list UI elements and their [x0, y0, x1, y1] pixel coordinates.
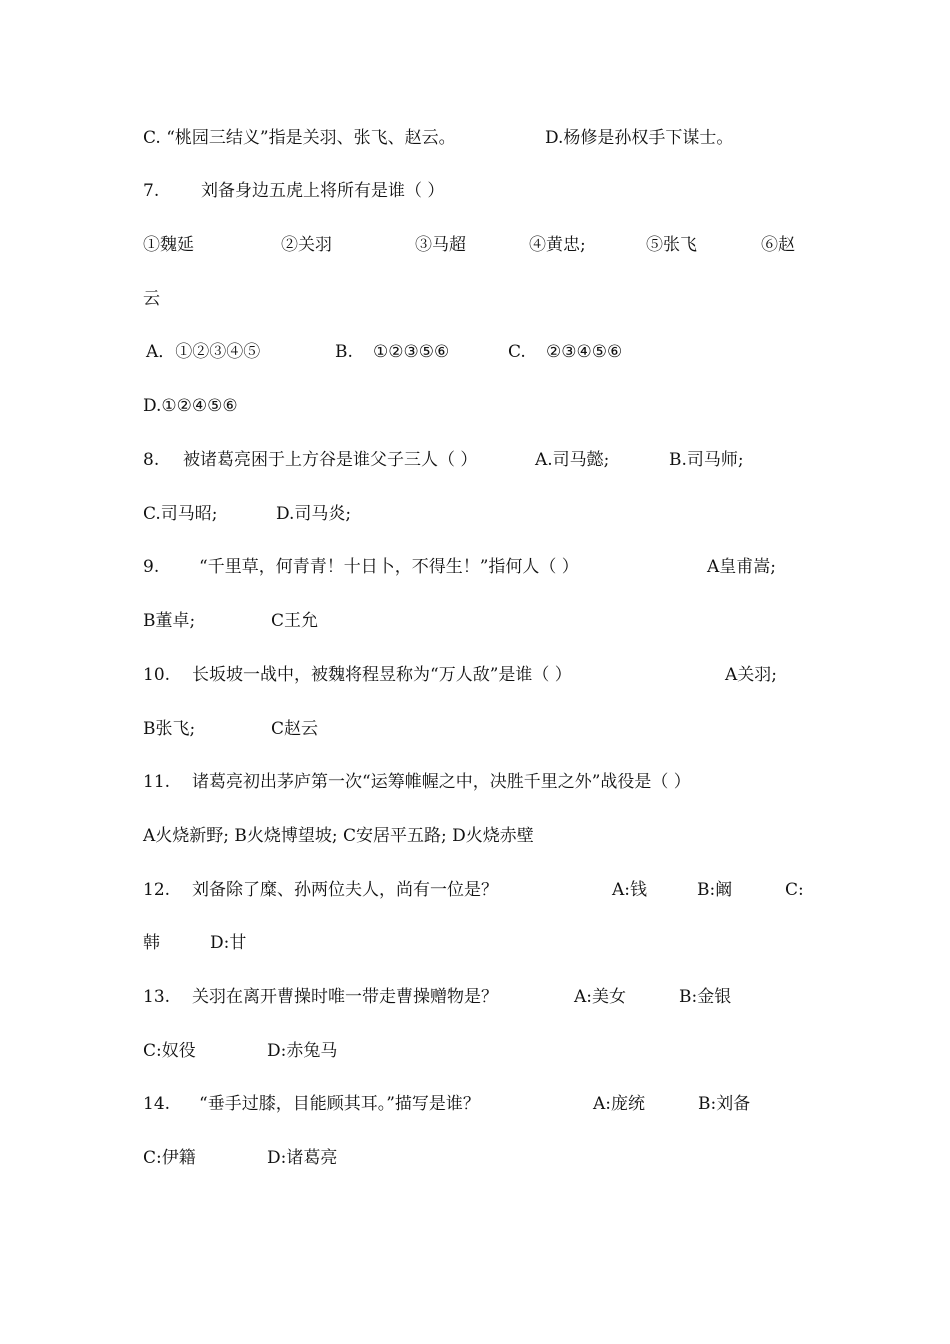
question-8-answers — [143, 502, 352, 526]
answer-a: A:庞统 — [593, 1094, 646, 1114]
question-number: 11. — [143, 772, 171, 792]
question-11 — [143, 770, 691, 794]
answer-b: B:金银 — [679, 987, 732, 1007]
question-text: 长坂坡一战中，被魏将程昱称为“万人敌”是谁（ ） — [192, 665, 572, 685]
line-option-c-d — [143, 126, 734, 150]
answer-d: D.司马炎; — [276, 504, 352, 524]
choice-6-cont: 云 — [143, 289, 160, 309]
answer-d: D.①②④⑤⑥ — [143, 396, 238, 416]
option-d: D.杨修是孙权手下谋士。 — [545, 128, 734, 148]
answer-b: B.司马师; — [669, 450, 744, 470]
question-text: “千里草，何青青！十日卜，不得生！”指何人（ ） — [199, 557, 579, 577]
answer-b: B张飞; — [143, 719, 196, 739]
answer-a: A．①②③④⑤ — [146, 342, 261, 362]
choice-3: ③马超 — [415, 235, 466, 255]
question-7-choices — [143, 233, 795, 257]
answer-d: D:诸葛亮 — [267, 1148, 338, 1168]
question-number: 7. — [143, 181, 160, 201]
answer-c: ②③④⑤⑥ — [546, 342, 623, 362]
answer-c: C.司马昭; — [143, 504, 218, 524]
question-12-answers — [143, 931, 247, 955]
question-7 — [143, 179, 445, 203]
choice-2: ②关羽 — [281, 235, 332, 255]
question-8 — [143, 448, 744, 472]
question-10-answers — [143, 717, 319, 741]
question-7-answers — [143, 340, 623, 364]
question-text: 诸葛亮初出茅庐第一次“运筹帷幄之中，决胜千里之外”战役是（ ） — [192, 772, 691, 792]
question-number: 14. — [143, 1094, 171, 1114]
answer-c: C:伊籍 — [143, 1148, 196, 1168]
question-14-answers — [143, 1146, 338, 1170]
question-text: 关羽在离开曹操时唯一带走曹操赠物是？ — [192, 987, 498, 1007]
answer-b: ①②③⑤⑥ — [373, 342, 450, 362]
answer-a: A:美女 — [574, 987, 627, 1007]
choice-6: ⑥赵 — [761, 235, 795, 255]
answer-b-label: B. — [335, 342, 353, 362]
answer-a: A.司马懿; — [535, 450, 610, 470]
question-12 — [143, 878, 804, 902]
choice-4: ④黄忠; — [529, 235, 586, 255]
question-text: 刘备身边五虎上将所有是谁（ ） — [201, 181, 445, 201]
question-number: 9. — [143, 557, 160, 577]
question-14 — [143, 1092, 751, 1116]
option-c: C. “桃园三结义”指是关羽、张飞、赵云。 — [143, 128, 456, 148]
question-number: 12. — [143, 880, 171, 900]
question-9 — [143, 555, 777, 579]
question-10 — [143, 663, 778, 687]
answer-c: C:奴役 — [143, 1041, 196, 1061]
answer-c-label: C. — [508, 342, 526, 362]
answers: A火烧新野; B火烧博望坡; C安居平五路; D火烧赤壁 — [143, 826, 534, 846]
question-text: “垂手过膝，目能顾其耳。”描写是谁？ — [199, 1094, 480, 1114]
answer-c-cont: 韩 — [143, 933, 160, 953]
answer-a: A皇甫嵩; — [707, 557, 777, 577]
answer-d: D:赤兔马 — [267, 1041, 338, 1061]
answer-d: D:甘 — [210, 933, 247, 953]
question-number: 13. — [143, 987, 171, 1007]
question-7-answer-d — [143, 394, 238, 418]
question-11-answers — [143, 824, 534, 848]
question-text: 被诸葛亮困于上方谷是谁父子三人（ ） — [183, 450, 478, 470]
answer-c: C赵云 — [271, 719, 319, 739]
choice-1: ①魏延 — [143, 235, 194, 255]
question-7-choices-cont — [143, 287, 165, 311]
choice-5: ⑤张飞 — [646, 235, 697, 255]
answer-a: A关羽; — [725, 665, 778, 685]
question-9-answers — [143, 609, 319, 633]
question-number: 8. — [143, 450, 160, 470]
answer-b: B:阚 — [697, 880, 733, 900]
question-13 — [143, 985, 732, 1009]
question-number: 10. — [143, 665, 171, 685]
answer-b: B:刘备 — [698, 1094, 751, 1114]
question-text: 刘备除了糜、孙两位夫人，尚有一位是？ — [192, 880, 498, 900]
answer-a: A:钱 — [612, 880, 648, 900]
answer-c: C: — [785, 880, 804, 900]
answer-b: B董卓; — [143, 611, 196, 631]
question-13-answers — [143, 1039, 338, 1063]
answer-c: C王允 — [271, 611, 319, 631]
